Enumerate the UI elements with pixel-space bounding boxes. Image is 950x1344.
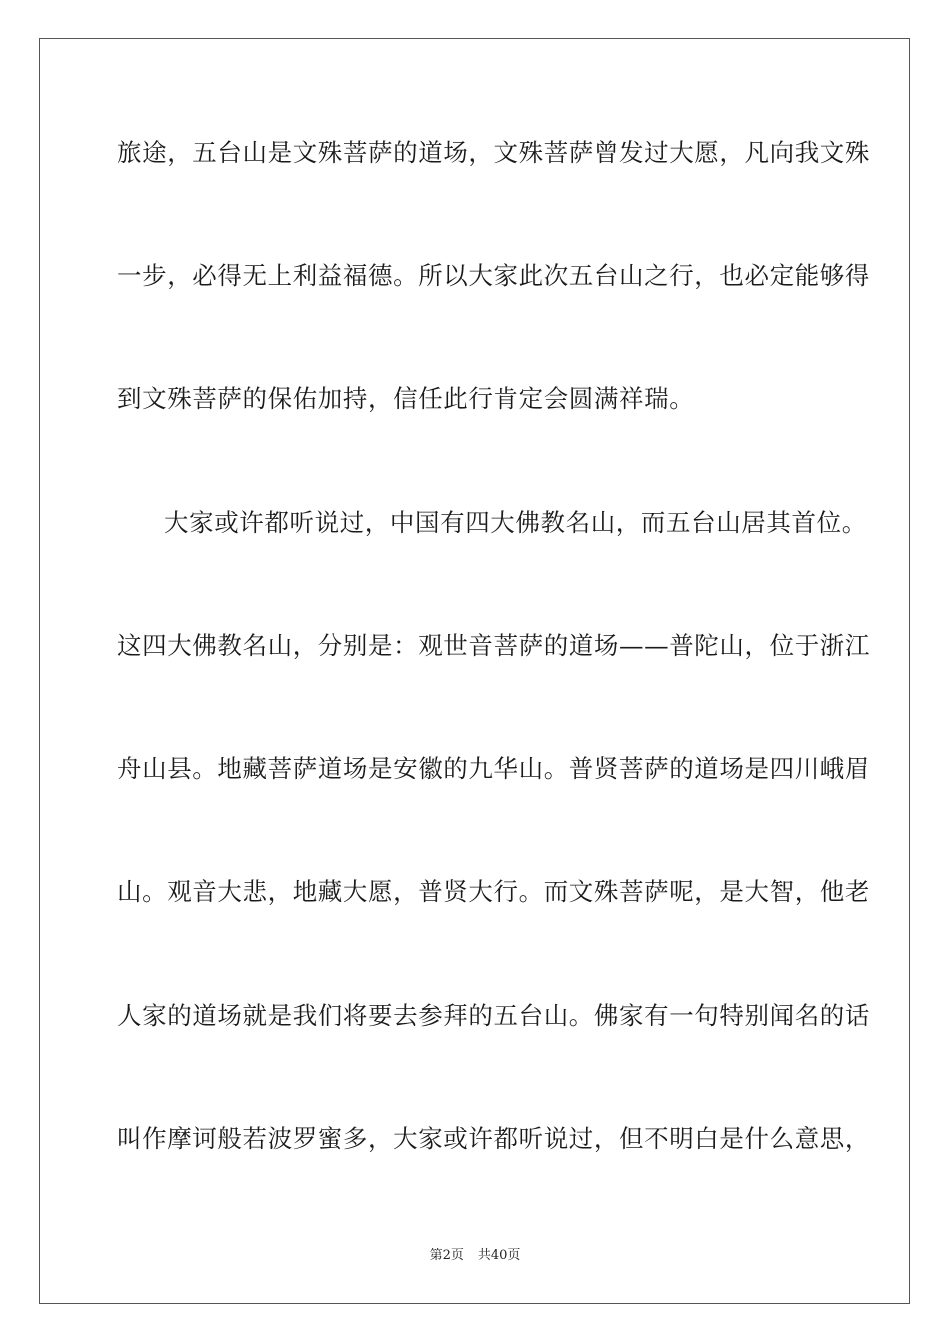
page-footer [0,1247,950,1265]
body-text-line: 山。观音大悲，地藏大愿，普贤大行。而文殊菩萨呢，是大智，他老 [117,877,870,906]
page-number: 第2页 [429,1248,464,1263]
body-text-line: 人家的道场就是我们将要去参拜的五台山。佛家有一句特别闻名的话 [117,1001,870,1030]
body-text-line: 叫作摩诃般若波罗蜜多，大家或许都听说过，但不明白是什么意思， [117,1124,870,1153]
page-border [39,38,910,1304]
body-text-line: 这四大佛教名山，分别是：观世音菩萨的道场——普陀山，位于浙江 [117,631,870,660]
body-text-line: 舟山县。地藏菩萨道场是安徽的九华山。普贤菩萨的道场是四川峨眉 [117,754,870,783]
paragraph-first-line: 大家或许都听说过，中国有四大佛教名山，而五台山居其首位。 [164,508,867,537]
body-text-line: 旅途，五台山是文殊菩萨的道场，文殊菩萨曾发过大愿，凡向我文殊 [117,138,870,167]
page-total: 共40页 [477,1248,521,1263]
body-text-line: 到文殊菩萨的保佑加持，信任此行肯定会圆满祥瑞。 [117,384,695,413]
body-text-line: 一步，必得无上利益福德。所以大家此次五台山之行，也必定能够得 [117,261,870,290]
